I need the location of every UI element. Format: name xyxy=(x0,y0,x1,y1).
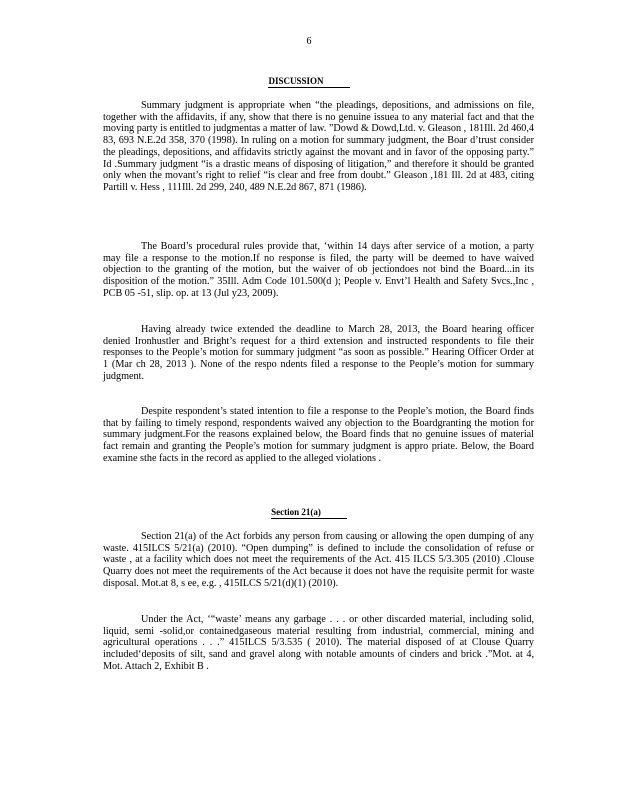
paragraph-deadline-extension: Having already twice extended the deadline to March 28, 2013, the Board hearing officer denied Ironhustler and Bright’s request for a third extension and instructed respondents to file their responses to the People’s motion for summary judgment “as soon as possible.” Hearing Officer Order at 1 (Mar ch 28, 2013 ). None of the respo ndents filed a response to the People’s motion for summary judgment. xyxy=(103,324,534,382)
discussion-heading xyxy=(0,76,618,88)
paragraph-waste-definition: Under the Act, ‘“waste’ means any garbage . . . or other discarded material, including solid, liquid, semi -solid,or containedgaseous material resulting from industrial, commercial, mining and agricultural operations . . .” 415ILCS 5/3.535 ( 2010). The material disposed of at Clouse Quarry included‘deposits of silt, sand and gravel along with notable amounts of cinders and brick .”Mot. at 4, Mot. Attach 2, Exhibit B . xyxy=(103,614,534,672)
paragraph-summary-judgment: Summary judgment is appropriate when “the pleadings, depositions, and admissions on file, together with the affidavits, if any, show that there is no genuine issuea to any material fact and that the moving party is entitled to judgmentas a matter of law. ”Dowd & Dowd,Ltd. v. Gleason , 181Ill. 2d 460,4 83, 693 N.E.2d 358, 370 (1998). In ruling on a motion for summary judgment, the Boar d’trust consider the pleadings, depositions, and affidavits strictly against the movant and in favor of the opposing party.” Id .Summary judgment “is a drastic means of disposing of litigation,” and therefore it should be granted only when the movant’s right to relief “is clear and free from doubt.” Gleason ,181 Ill. 2d at 483, citing Partill v. Hess , 111Ill. 2d 299, 240, 489 N.E.2d 867, 871 (1986). xyxy=(103,100,534,193)
section-21a-heading xyxy=(0,507,618,519)
section-21a-heading-text: Section 21(a) xyxy=(271,507,347,519)
page-number: 6 xyxy=(306,36,312,47)
discussion-heading-text: DISCUSSION xyxy=(268,76,349,88)
paragraph-open-dumping: Section 21(a) of the Act forbids any person from causing or allowing the open dumping of any waste. 415ILCS 5/21(a) (2010). “Open dumping” is defined to include the consolidation of refuse or waste , at a facility which does not meet the requirements of the Act. 415 ILCS 5/3.305 (2010) .Clouse Quarry does not meet the requirements of the Act because it does not have the requisite permit for waste disposal. Mot.at 8, s ee, e.g. , 415ILCS 5/21(d)(1) (2010). xyxy=(103,531,534,589)
paragraph-procedural-rules: The Board’s procedural rules provide that, ‘within 14 days after service of a motion, a party may file a response to the motion.If no response is filed, the party will be deemed to have waived objection to the granting of the motion, but the waiver of ob jectiondoes not bind the Board...in its disposition of the motion.” 35Ill. Adm Code 101.500(d ); People v. Envt’l Health and Safety Svcs.,Inc , PCB 05 -51, slip. op. at 13 (Jul y23, 2009). xyxy=(103,241,534,299)
paragraph-waived-objection: Despite respondent’s stated intention to file a response to the People’s motion, the Board finds that by failing to timely respond, respondents waived any objection to the Boardgranting the motion for summary judgment.For the reasons explained below, the Board finds that no genuine issues of material fact remain and granting the People’s motion for summary judgment is appro priate. Below, the Board examine sthe facts in the record as applied to the alleged violations . xyxy=(103,406,534,464)
